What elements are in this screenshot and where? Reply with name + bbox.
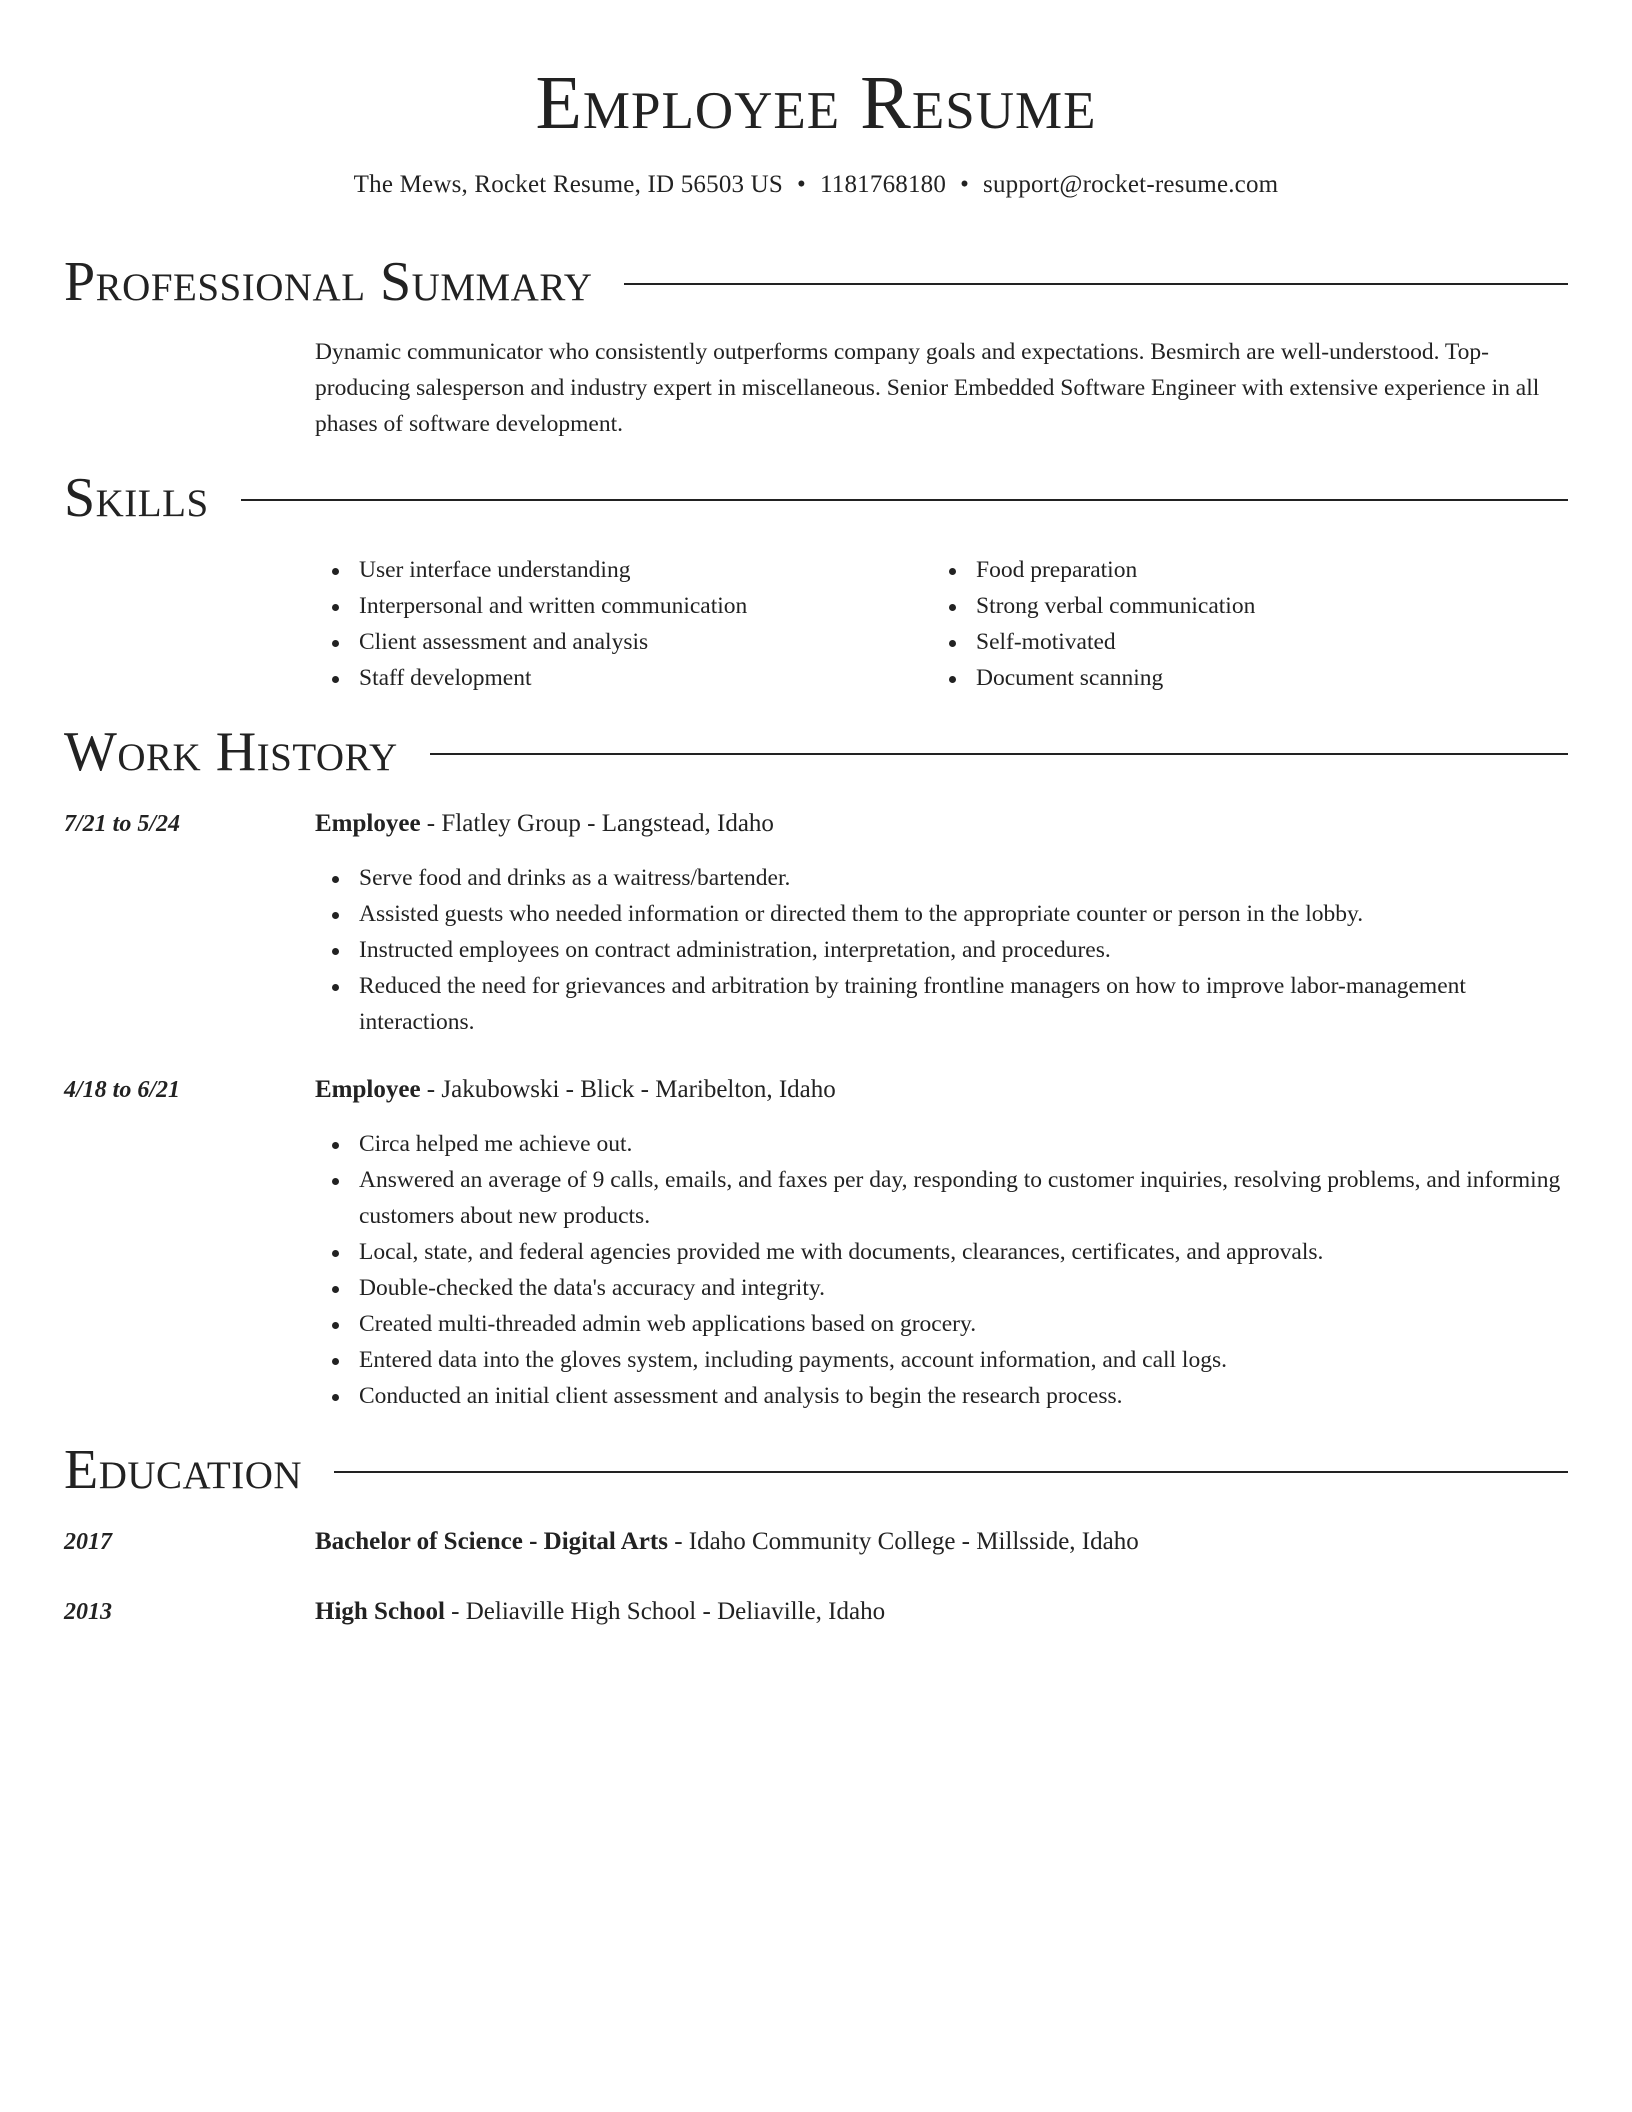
job-duty: Conducted an initial client assessment and analysis to begin the research process. [359, 1378, 1568, 1414]
contact-separator: • [797, 171, 806, 198]
skills-heading: Skills [64, 467, 209, 529]
skill-item: Document scanning [976, 660, 1255, 696]
skills-column-left [315, 552, 932, 696]
job-duties [315, 1126, 1568, 1414]
skill-item: Client assessment and analysis [359, 624, 932, 660]
work-section-header [64, 720, 1568, 784]
job-title: Employee [315, 810, 421, 837]
job-content [315, 1072, 1568, 1414]
job-duty: Instructed employees on contract administration, interpretation, and procedures. [359, 932, 1568, 968]
education-content [315, 1524, 1568, 1560]
job-employer: - Flatley Group - Langstead, Idaho [420, 810, 774, 837]
contact-phone: 1181768180 [820, 171, 947, 198]
summary-section-header [64, 250, 1568, 314]
contact-separator: • [960, 171, 970, 198]
skill-item: Food preparation [976, 552, 1255, 588]
education-section-header [64, 1438, 1568, 1502]
job-duty: Entered data into the gloves system, including payments, account information, and call logs. [359, 1342, 1568, 1378]
job-duty: Assisted guests who needed information or directed them to the appropriate counter or person in the lobby. [359, 896, 1568, 932]
skill-item: User interface understanding [359, 552, 932, 588]
summary-heading: Professional Summary [64, 251, 593, 313]
skill-item: Self-motivated [976, 624, 1255, 660]
section-divider [430, 753, 1568, 755]
summary-text: Dynamic communicator who consistently outperforms company goals and expectations. Besmirch are well-understood. Top-producing salesperson and industry expert in miscellaneous. Senior Embedded Software Engineer with extensive experience in all phases of software development. [315, 339, 1540, 437]
education-line [315, 1594, 1568, 1630]
work-heading: Work History [64, 721, 398, 783]
job-duty: Circa helped me achieve out. [359, 1126, 1568, 1162]
job-duty: Serve food and drinks as a waitress/bartender. [359, 860, 1568, 896]
skill-item: Interpersonal and written communication [359, 588, 932, 624]
education-degree: High School [315, 1598, 445, 1625]
job-duty: Double-checked the data's accuracy and integrity. [359, 1270, 1568, 1306]
section-divider [241, 499, 1568, 501]
contact-email[interactable]: support@rocket-resume.com [983, 171, 1279, 198]
job-duties [315, 860, 1568, 1040]
contact-line [64, 168, 1568, 202]
job-employer: - Jakubowski - Blick - Maribelton, Idaho [420, 1076, 836, 1103]
job-content [315, 806, 1568, 1040]
education-school: - Idaho Community College - Millsside, Idaho [667, 1528, 1139, 1555]
job-duty: Reduced the need for grievances and arbitration by training frontline managers on how to improve labor-management interactions. [359, 968, 1568, 1040]
skills-column-right [932, 552, 1255, 696]
job-dates: 7/21 to 5/24 [64, 811, 181, 837]
summary-body [315, 334, 1568, 442]
job-duty: Local, state, and federal agencies provided me with documents, clearances, certificates, and approvals. [359, 1234, 1568, 1270]
resume-page [64, 0, 1568, 1625]
section-divider [334, 1471, 1568, 1473]
skill-item: Strong verbal communication [976, 588, 1255, 624]
job-title: Employee [315, 1076, 421, 1103]
resume-title: Employee Resume [535, 61, 1097, 145]
job-heading [315, 806, 1568, 842]
skills-section-header [64, 466, 1568, 530]
job-duty: Created multi-threaded admin web applications based on grocery. [359, 1306, 1568, 1342]
education-degree: Bachelor of Science - Digital Arts [315, 1528, 668, 1555]
education-year: 2013 [64, 1599, 112, 1625]
job-heading [315, 1072, 1568, 1108]
education-content [315, 1594, 1568, 1630]
education-line [315, 1524, 1568, 1560]
skill-item: Staff development [359, 660, 932, 696]
education-school: - Deliaville High School - Deliaville, Idaho [444, 1598, 886, 1625]
education-year: 2017 [64, 1529, 112, 1555]
section-divider [624, 283, 1568, 285]
contact-address: The Mews, Rocket Resume, ID 56503 US [353, 171, 784, 198]
job-duty: Answered an average of 9 calls, emails, and faxes per day, responding to customer inquiries, resolving problems, and informing customers about new products. [359, 1162, 1568, 1234]
education-heading: Education [64, 1439, 303, 1501]
job-dates: 4/18 to 6/21 [64, 1077, 181, 1103]
skills-list [315, 552, 1568, 696]
